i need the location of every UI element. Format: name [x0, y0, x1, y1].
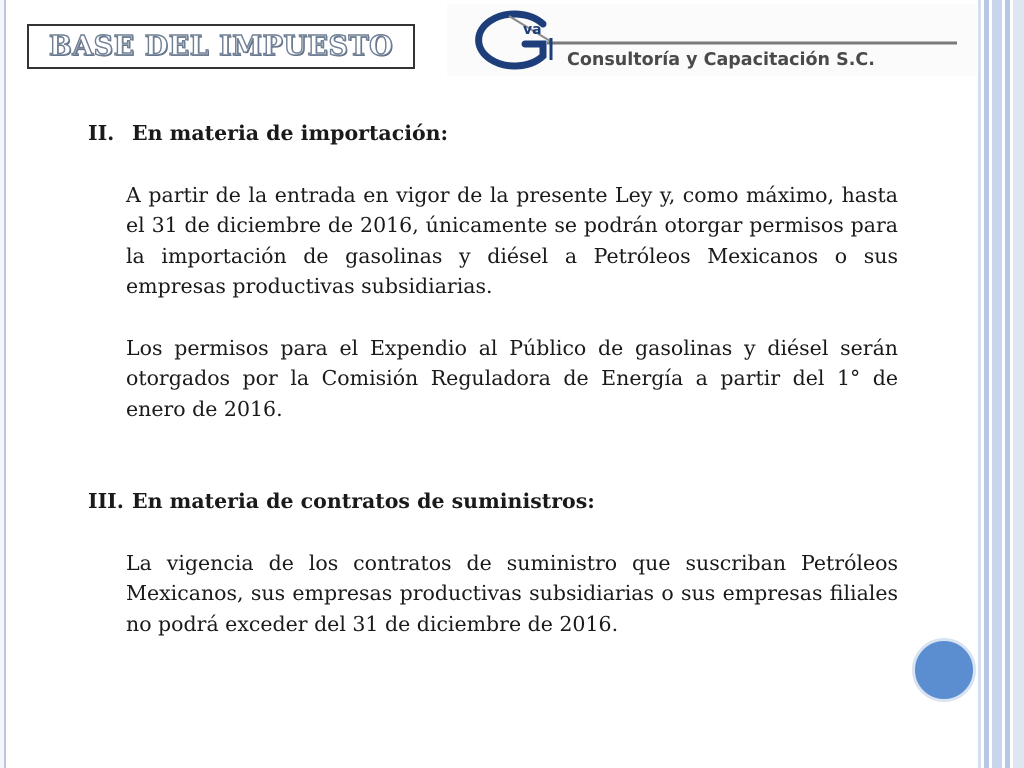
decor-bar — [984, 0, 989, 768]
slide-title-box — [27, 24, 415, 69]
slide-title: BASE DEL IMPUESTO — [48, 31, 394, 62]
logo-initials: va — [523, 22, 542, 38]
body-paragraph: Los permisos para el Expendio al Público de gasolinas y diésel serán otorgados por la Comisión Reguladora de Energía a partir del 1° de enero de 2016. — [126, 335, 898, 421]
section-heading — [88, 118, 898, 149]
decor-bar — [1005, 0, 1010, 768]
company-logo — [447, 4, 977, 76]
section-title: En materia de contratos de suministros: — [132, 489, 595, 513]
slide-body — [88, 118, 898, 639]
section-number: III. — [88, 489, 124, 513]
section-heading — [88, 486, 898, 517]
decorative-circle — [912, 638, 976, 702]
body-paragraph: A partir de la entrada en vigor de la presente Ley y, como máximo, hasta el 31 de diciembre de 2016, únicamente se podrán otorgar permisos para la importación de gasolinas y diésel a Petróleos Mexicanos o sus empresas productivas subsidiarias. — [126, 182, 898, 298]
logo-company-name: Consultoría y Capacitación S.C. — [567, 50, 875, 70]
decor-bar — [978, 0, 981, 768]
decor-bar — [992, 0, 1002, 768]
left-border-rule — [0, 0, 6, 768]
right-decorative-bars — [978, 0, 1024, 768]
section-title: En materia de importación: — [132, 121, 449, 145]
decor-bar — [1013, 0, 1024, 768]
body-paragraph: La vigencia de los contratos de suministro que suscriban Petróleos Mexicanos, sus empresas productivas subsidiarias o sus empresas filiales no podrá exceder del 31 de diciembre de 2016. — [126, 550, 898, 636]
section-number: II. — [88, 121, 115, 145]
